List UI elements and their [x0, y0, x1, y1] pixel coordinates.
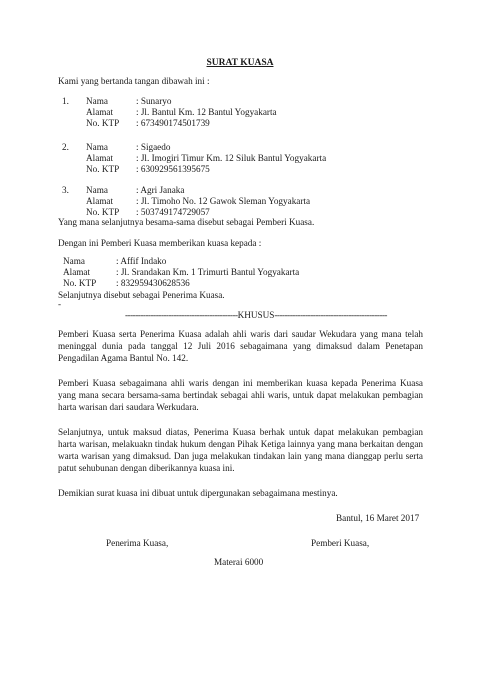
address-value: : Jl. Srandakan Km. 1 Trimurti Bantul Yogyakarta [116, 267, 300, 277]
grantor-number: 1. [62, 96, 69, 106]
address-value: : Jl. Timoho No. 12 Gawok Sleman Yogyakarta [136, 196, 311, 206]
receiver-note: Selanjutnya disebut sebagai Penerima Kuasa. [58, 290, 225, 300]
paragraph-authority: Pemberi Kuasa sebagaimana ahli waris dengan ini memberikan kuasa kepada Penerima Kuasa yang mana secara bersama-sama bertindak sebagai ahli waris, untuk dapat melakukan pembagian harta warisan dari saudara Werkudara. [58, 378, 423, 412]
ktp-label: No. KTP [63, 278, 97, 288]
grantor-number: 2. [62, 142, 69, 152]
divider-dashes-right: -------------------------------------------- [274, 310, 387, 320]
name-value: : Sigaedo [136, 142, 171, 152]
divider-label: KHUSUS [237, 310, 275, 320]
grant-statement: Dengan ini Pemberi Kuasa memberikan kuasa kepada : [58, 238, 262, 248]
ktp-label: No. KTP [86, 164, 120, 174]
section-divider [86, 309, 426, 321]
ktp-value: : 673490174501739 [136, 118, 210, 128]
paragraph-heirs: Pemberi Kuasa serta Penerima Kuasa adalah ahli waris dari saudar Wekudara yang mana telah meninggal dunia pada tanggal 12 Juli 2016 sebagaimana yang dimaksud dalam Penetapan Pengadilan Agama Bantul No. 142. [58, 329, 423, 363]
stray-mark: - [58, 299, 62, 309]
divider-dashes-left: -------------------------------------------- [124, 310, 238, 320]
name-label: Nama [86, 185, 108, 195]
grantor-number: 3. [62, 185, 69, 195]
intro-text: Kami yang bertanda tangan dibawah ini : [58, 76, 210, 86]
address-label: Alamat [86, 196, 114, 206]
grantor-ktp-row [62, 117, 442, 129]
ktp-label: No. KTP [86, 207, 120, 217]
name-value: : Affif Indako [116, 256, 167, 266]
name-label: Nama [86, 142, 108, 152]
ktp-label: No. KTP [86, 118, 120, 128]
name-value: : Sunaryo [136, 96, 172, 106]
grantors-note: Yang mana selanjutnya besama-sama disebut sebagai Pemberi Kuasa. [58, 217, 315, 227]
name-label: Nama [63, 256, 85, 266]
address-value: : Jl. Imogiri Timur Km. 12 Siluk Bantul Yogyakarta [136, 153, 327, 163]
name-value: : Agri Janaka [136, 185, 185, 195]
ktp-value: : 630929561395675 [136, 164, 210, 174]
receiver-ktp-row [63, 277, 443, 289]
paragraph-closing: Demikian surat kuasa ini dibuat untuk dipergunakan sebagaimana mestinya. [58, 488, 338, 498]
name-label: Nama [86, 96, 108, 106]
address-label: Alamat [63, 267, 91, 277]
address-value: : Jl. Bantul Km. 12 Bantul Yogyakarta [136, 107, 277, 117]
receiver-signature-label: Penerima Kuasa, [106, 538, 169, 548]
stamp-label: Materai 6000 [214, 557, 264, 567]
paragraph-scope: Selanjutnya, untuk maksud diatas, Penerima Kuasa berhak untuk dapat melakukan pembagian harta warisan, melakuakn tindak hukum dengan Pihak Ketiga lainnya yang mana berkaitan dengan warta warisan yang dimaksud. Dan juga melakukan tindakan lain yang mana dianggap perlu serta patut sehubunan dengan diberikannya kuasa ini. [58, 427, 423, 473]
ktp-value: : 832959430628536 [116, 278, 190, 288]
grantor-signature-label: Pemberi Kuasa, [311, 538, 370, 548]
place-date: Bantul, 16 Maret 2017 [336, 513, 420, 523]
page-title: SURAT KUASA [206, 58, 274, 68]
ktp-value: : 503749174729057 [136, 207, 210, 217]
grantor-ktp-row [62, 163, 442, 175]
address-label: Alamat [86, 153, 114, 163]
address-label: Alamat [86, 107, 114, 117]
